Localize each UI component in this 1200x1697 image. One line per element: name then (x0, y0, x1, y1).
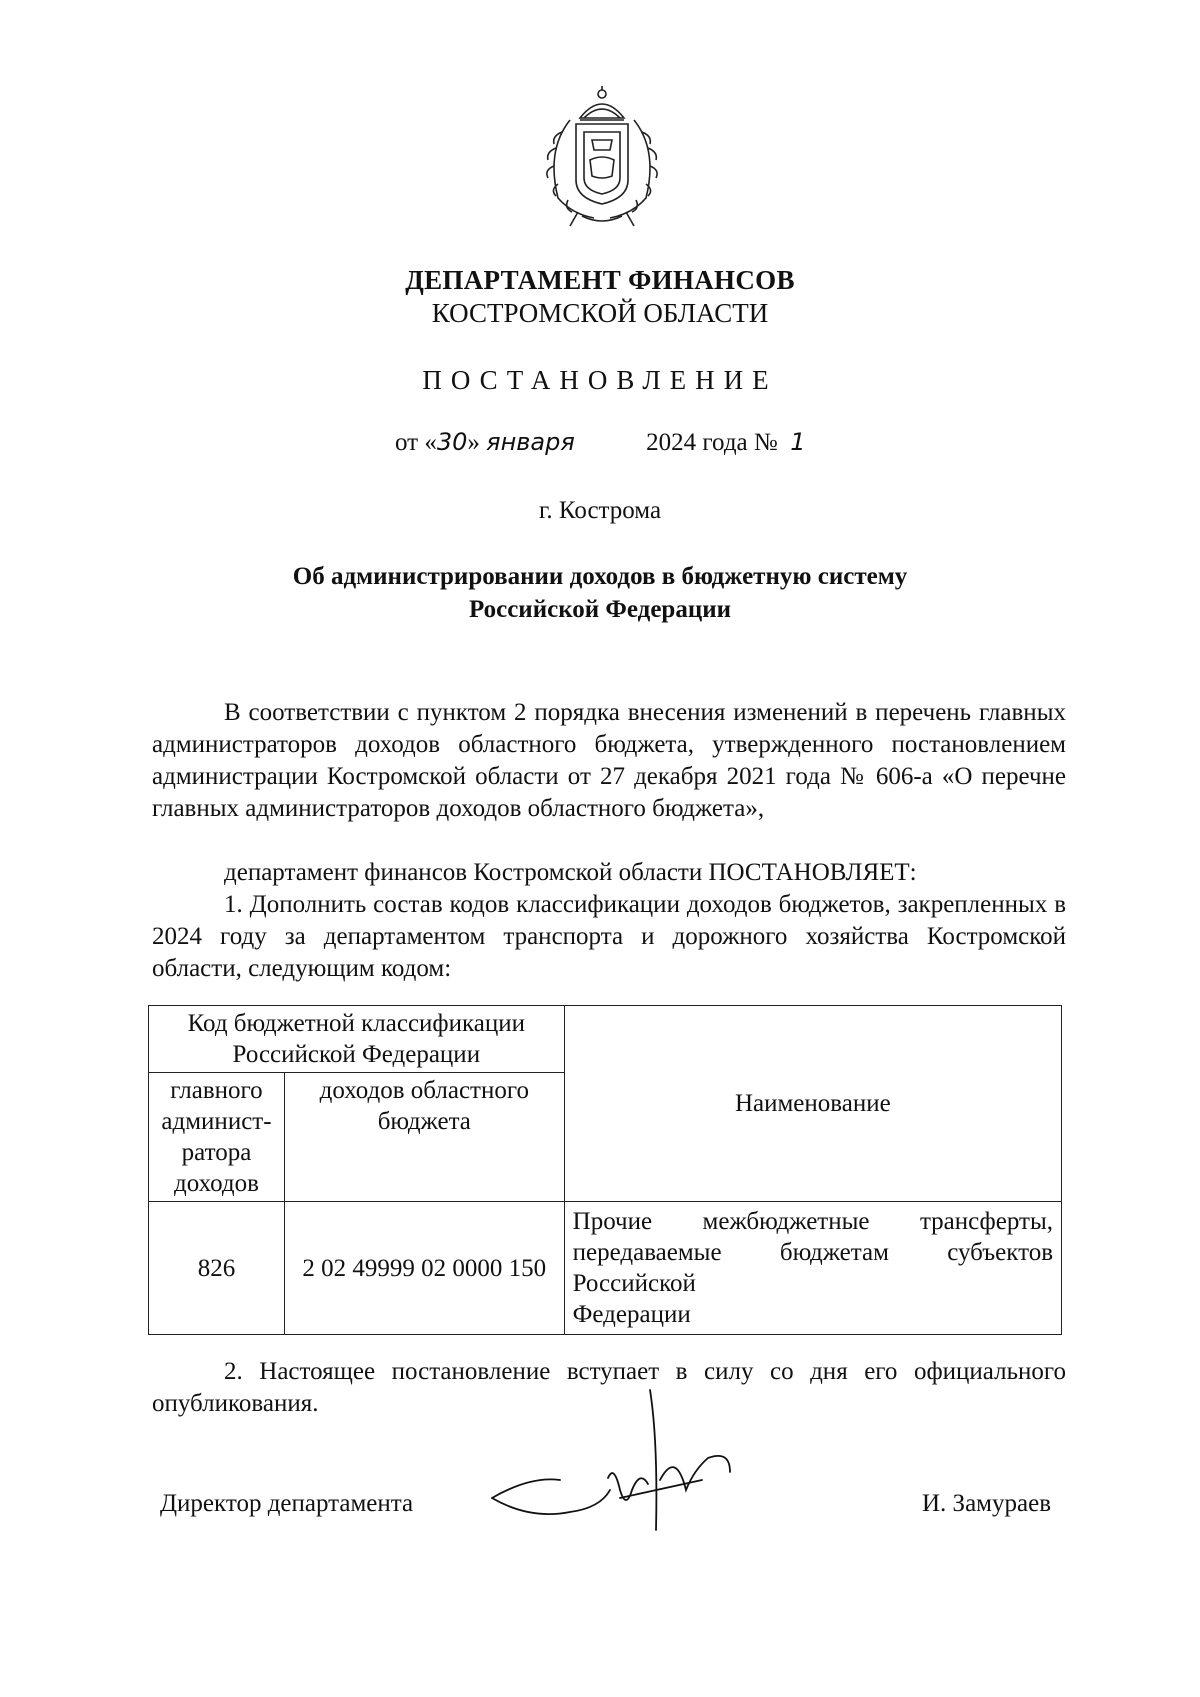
department-title: ДЕПАРТАМЕНТ ФИНАНСОВ (405, 265, 795, 295)
header-group-cell: Код бюджетной классификации Российской Федерации (149, 1006, 565, 1073)
signatory-role: Директор департамента (160, 1490, 414, 1517)
header-name-cell: Наименование (564, 1006, 1061, 1202)
handwritten-signature-icon (490, 1380, 780, 1550)
income-name-text: Прочие межбюджетные трансферты, передаваемые бюджетам субъектов Российской (572, 1208, 1053, 1297)
date-year: 2024 года № (646, 429, 778, 456)
subject-line-1: Об администрировании доходов в бюджетную систему (292, 563, 908, 590)
region-title: КОСТРОМСКОЙ ОБЛАСТИ (431, 298, 769, 328)
resolves-paragraph: департамент финансов Костромской области ПОСТАНОВЛЯЕТ: (224, 859, 917, 886)
decree-subject (0, 560, 1200, 626)
income-name-cell (564, 1202, 1061, 1335)
income-name-last-line: Федерации (572, 1301, 691, 1328)
income-code-cell: 2 02 49999 02 0000 150 (284, 1202, 564, 1335)
date-day: 30 (436, 428, 468, 456)
clause-1-paragraph: 1. Дополнить состав кодов классификации доходов бюджетов, закрепленных в 2024 году за департаментом транспорта и дорожного хозяйства Костромской области, следующим кодом: (152, 891, 1066, 982)
budget-code-table (148, 1005, 1062, 1335)
city: г. Кострома (538, 497, 662, 524)
decree-date-line (395, 428, 806, 457)
date-mid: » (467, 429, 487, 456)
date-prefix: от « (395, 429, 437, 456)
date-month: января (486, 428, 575, 456)
decree-number: 1 (790, 428, 806, 456)
preamble-paragraph: В соответствии с пунктом 2 порядка внесения изменений в перечень главных администраторов доходов областного бюджета, утвержденного постановлением администрации Костромской области от 27 декабря 2021 года № 606-а «О перечне главных администраторов доходов областного бюджета», (152, 699, 1066, 822)
clause-2-paragraph: 2. Настоящее постановление вступает в силу со дня его официального опубликования. (152, 1358, 1066, 1417)
signatory-name: И. Замураев (922, 1490, 1051, 1517)
table-row (149, 1202, 1062, 1335)
admin-code-cell: 826 (149, 1202, 285, 1335)
header-income-cell: доходов областного бюджета (284, 1073, 564, 1202)
document-type: ПОСТАНОВЛЕНИЕ (422, 365, 778, 395)
header-admin-cell: главного админист-ратора доходов (149, 1073, 285, 1202)
subject-line-2: Российской Федерации (468, 596, 732, 623)
kostroma-coat-of-arms-icon (522, 80, 682, 230)
